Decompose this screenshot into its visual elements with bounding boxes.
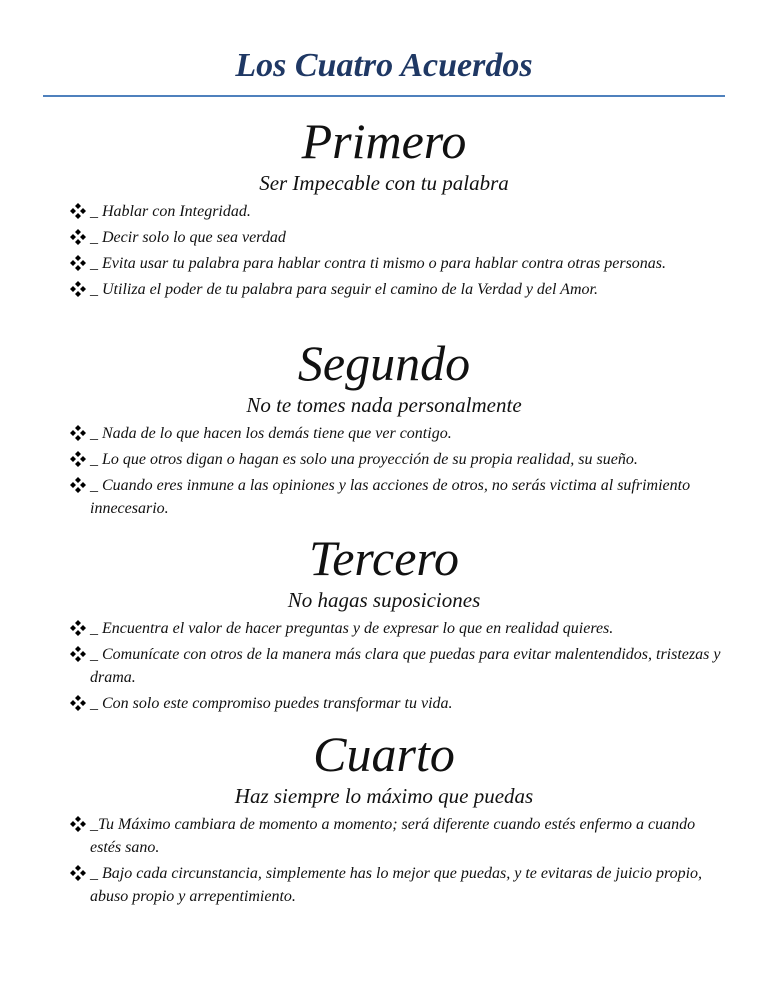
bullet-list bbox=[0, 617, 768, 715]
section-cuarto bbox=[0, 727, 768, 911]
list-item bbox=[0, 422, 768, 445]
bullet-text: _Tu Máximo cambiara de momento a momento; será diferente cuando estés enfermo a cuando estés sano. bbox=[90, 816, 696, 856]
section-subtitle: Haz siempre lo máximo que puedas bbox=[234, 784, 534, 808]
four-diamond-bullet-icon bbox=[69, 864, 87, 882]
four-diamond-bullet-icon bbox=[69, 254, 87, 272]
title-underline bbox=[43, 95, 725, 97]
document-title: Los Cuatro Acuerdos bbox=[235, 47, 533, 84]
section-segundo bbox=[0, 336, 768, 523]
section-subtitle: Ser Impecable con tu palabra bbox=[259, 171, 509, 195]
list-item bbox=[0, 813, 768, 859]
four-diamond-bullet-icon bbox=[69, 280, 87, 298]
bullet-text: _ Comunícate con otros de la manera más clara que puedas para evitar malentendidos, tristezas y drama. bbox=[90, 646, 721, 686]
section-heading: Tercero bbox=[309, 530, 459, 586]
section-tercero bbox=[0, 531, 768, 718]
four-diamond-bullet-icon bbox=[69, 202, 87, 220]
list-item bbox=[0, 862, 768, 908]
four-diamond-bullet-icon bbox=[69, 694, 87, 712]
bullet-text: _ Nada de lo que hacen los demás tiene que ver contigo. bbox=[90, 425, 452, 442]
list-item bbox=[0, 278, 768, 301]
four-diamond-bullet-icon bbox=[69, 815, 87, 833]
four-diamond-bullet-icon bbox=[69, 476, 87, 494]
list-item bbox=[0, 200, 768, 223]
four-diamond-bullet-icon bbox=[69, 619, 87, 637]
four-diamond-bullet-icon bbox=[69, 645, 87, 663]
four-diamond-bullet-icon bbox=[69, 450, 87, 468]
bullet-text: _ Evita usar tu palabra para hablar contra ti mismo o para hablar contra otras personas. bbox=[90, 255, 667, 272]
section-subtitle: No te tomes nada personalmente bbox=[246, 393, 522, 417]
bullet-list bbox=[0, 813, 768, 908]
bullet-list bbox=[0, 200, 768, 301]
list-item bbox=[0, 448, 768, 471]
four-diamond-bullet-icon bbox=[69, 228, 87, 246]
bullet-text: _ Hablar con Integridad. bbox=[90, 203, 251, 220]
list-item bbox=[0, 474, 768, 520]
bullet-list bbox=[0, 422, 768, 520]
section-heading: Segundo bbox=[297, 335, 471, 391]
list-item bbox=[0, 617, 768, 640]
bullet-text: _ Utiliza el poder de tu palabra para seguir el camino de la Verdad y del Amor. bbox=[90, 281, 598, 298]
section-heading: Cuarto bbox=[313, 726, 455, 782]
bullet-text: _ Lo que otros digan o hagan es solo una proyección de su propia realidad, su sueño. bbox=[90, 451, 638, 468]
section-subtitle: No hagas suposiciones bbox=[287, 588, 481, 612]
section-primero bbox=[0, 114, 768, 304]
list-item bbox=[0, 643, 768, 689]
bullet-text: _ Encuentra el valor de hacer preguntas y de expresar lo que en realidad quieres. bbox=[90, 620, 614, 637]
bullet-text: _ Bajo cada circunstancia, simplemente has lo mejor que puedas, y te evitaras de juicio propio, abuso propio y arrepentimiento. bbox=[90, 865, 703, 905]
bullet-text: _ Decir solo lo que sea verdad bbox=[90, 229, 286, 246]
list-item bbox=[0, 226, 768, 249]
four-diamond-bullet-icon bbox=[69, 424, 87, 442]
bullet-text: _ Con solo este compromiso puedes transformar tu vida. bbox=[90, 695, 453, 712]
bullet-text: _ Cuando eres inmune a las opiniones y las acciones de otros, no serás victima al sufrimiento innecesario. bbox=[90, 477, 691, 517]
list-item bbox=[0, 252, 768, 275]
section-heading: Primero bbox=[301, 113, 467, 169]
list-item bbox=[0, 692, 768, 715]
